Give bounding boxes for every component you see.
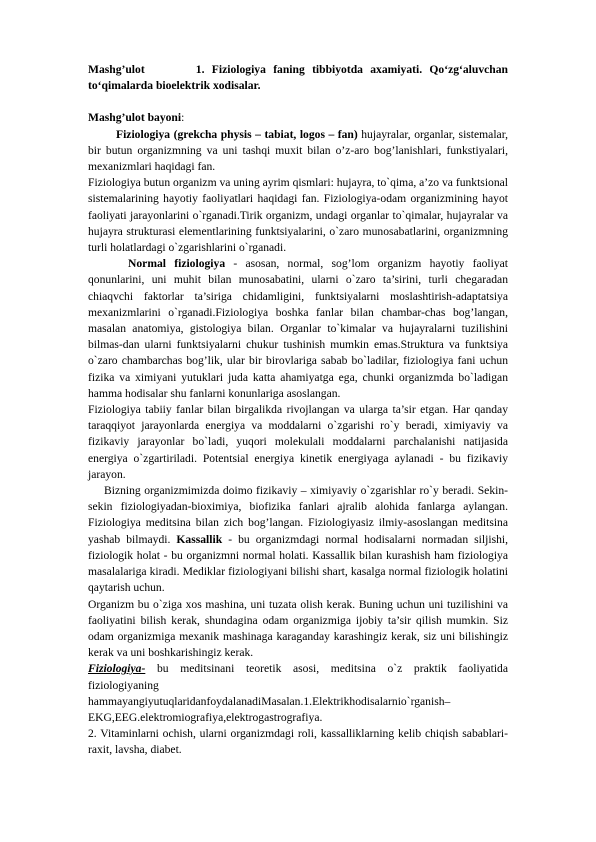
definition-rest: hujayralar, organlar, sistemalar, bir butun organizmning va uni tashqi muxit bilan o’z-aro bog’lanishlari, funkstiyalari, mexanizmlari haqidagi fan. <box>88 127 508 174</box>
normal-physiology-bold: Normal fiziologiya <box>128 257 226 271</box>
paragraph-7-line2: hammayangiyutuqlaridanfoydalanadiMasalan.1.Elektrikhodisalarnio`rganish– <box>88 694 451 708</box>
illness-rest: - bu organizmdagi normal hodisalarni normadan siljishi, fiziologik holat - bu organizmni normal holati. Kassallik bilan kurashish ham fiziologiya masalalariga kiradi. Mediklar fiziologiyani bilishi shart, kasalga normal fiziologik holatini qaytarish uchun. <box>88 532 508 595</box>
section-label: Mashg’ulot bayoni <box>88 111 182 125</box>
paragraph-6: Organizm bu o`ziga xos mashina, uni tuzata olish kerak. Buning uchun uni tuzilishini va faoliyatini bilish kerak, shundagina odam organizmiga ijobiy ta’sir qilish mumkin. Siz odam organizmiga mexanik mashinaga karaganday karashingiz kerak, siz uni bilishingiz kerak va uni boshkarishingiz kerak. <box>88 597 508 660</box>
document-page <box>88 62 508 759</box>
lesson-title-prefix: Mashg’ulot <box>88 63 145 76</box>
normal-physiology-rest: - asosan, normal, sog’lom organizm hayotiy faoliyat qonunlarini, uni muhit bilan munosabatini, ularni o`zaro ta’sirini, turli chegaradan chiaqvchi faktorlar ta’siriga chidamligini, funktsiyalarni moslashtirish-adaptatsiya mexanizmlarini o`rganadi.Fiziologiya boshka fanlar bilan chambar-chas bog’langan, masalan anatomiya, gistologiya bilan. Organlar to`kimalar va hujayralarni tuzilishini bilmas-dan ularni funktsiyalarni chukur tushinish mumkin emas.Struktura va funktsiya o`zaro chambarchas bog’lik, ular bir birovlariga sabab bo`ladilar, fiziologiya fani uchun fizika va ximiyani yutuklari juda katta ahamiyatga ega, chunki organizmda bo`ladigan hamma hodisalar shu fanlarni konunlariga asoslangan. <box>88 257 509 400</box>
paragraph-normal-physiology <box>88 256 508 402</box>
paragraph-definition <box>88 127 508 176</box>
definition-bold: Fiziologiya (grekcha physis – tabiat, logos – fan) <box>116 127 358 141</box>
section-colon: : <box>181 111 185 125</box>
section-heading <box>88 110 508 126</box>
paragraph-4: Fiziologiya tabiiy fanlar bilan birgalikda rivojlangan va ularga ta’sir etgan. Har qanday taraqqiyot jarayonlarda energiya va moddalarni o`zgarishi ro`y beradi, ximiyaviy va fizikaviy jarayonlar bo`ladi, yuqori molekulali moddalarni parchalanishi natijasida energiya o`zgartiriladi. Potentsial energiya kinetik energiyaga aylanadi - bu fizikaviy jarayon. <box>88 403 508 481</box>
paragraph-7 <box>88 661 508 693</box>
physiology-underlined: Fiziologiya- <box>88 662 146 676</box>
lesson-title <box>88 62 508 94</box>
paragraph-8: 2. Vitaminlarni ochish, ularni organizmdagi roli, kassalliklarning kelib chiqish sabablari-raxit, lavsha, diabet. <box>88 727 508 757</box>
illness-bold: Kassallik <box>176 532 223 546</box>
illness-intro: Bizning organizmimizda doimo fizikaviy – ximiyaviy o`zgarishlar ro`y beradi. Sekin-sekin fiziologiyadan-bioximiya, biofizika fanlari ajralib alohida fanlarga aylangan. Fiziologiya meditsina bilan zich bog’langan. Fiziologiyasiz ilmiy-asoslangan meditsina yashab bilmaydi. <box>88 484 508 546</box>
paragraph-illness <box>88 483 508 596</box>
spacer <box>88 94 508 110</box>
paragraph-2: Fiziologiya butun organizm va uning ayrim qismlari: hujayra, to`qima, a’zo va funktsional sistemalarining hayotiy faoliyatlari haqidagi fan. Fiziologiya-odam organizmining hayot faoliyati jarayonlarini o`rganadi.Tirik organizm, undagi organlar to`qimalar, hujayralar va hujayra strukturasi elementlarining funktsiyalarini, o`zaro munosabatlarini, organizmning turli holatlardagi o`zgarishlarini o`rganadi. <box>88 176 508 255</box>
paragraph-7-rest: bu meditsinani teoretik asosi, meditsina o`z praktik faoliyatida fiziologiyaning <box>88 662 508 692</box>
paragraph-7-line3: EKG,EEG.elektromiografiya,elektrogastrografiya. <box>88 710 323 724</box>
lesson-title-text: 1. Fiziologiya faning tibbiyotda axamiyati. Qo‘zg‘aluvchan to‘qimalarda bioelektrik xodisalar. <box>88 63 508 93</box>
